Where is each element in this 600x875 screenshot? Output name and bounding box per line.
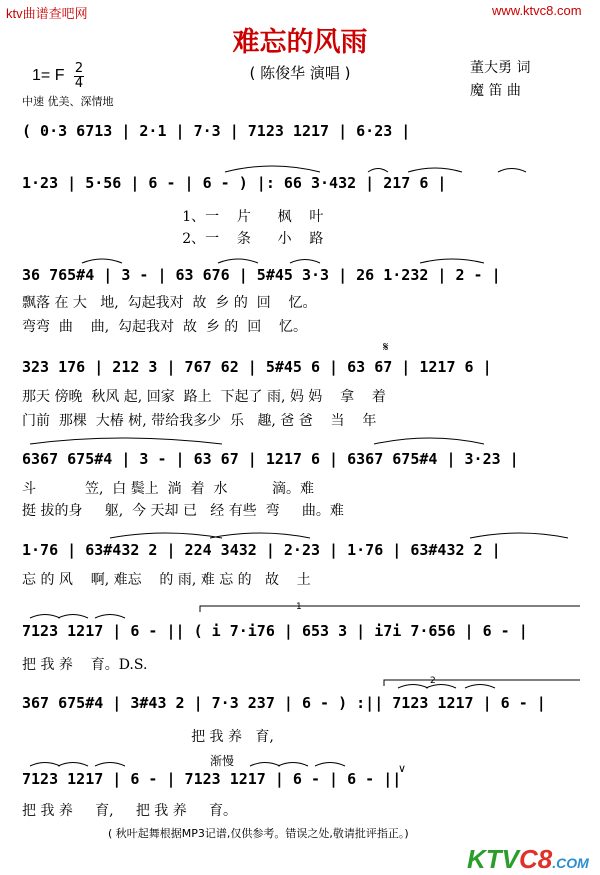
notation-line: 367 675#4 | 3#43 2 | 7·3 237 | 6 - ) :|| 7123 1217 | 6 - |	[22, 694, 546, 712]
slur-arc	[426, 685, 456, 689]
breath-mark: ∨	[398, 762, 407, 775]
site-url[interactable]: www.ktvc8.com	[492, 3, 582, 18]
slur-arc	[374, 438, 484, 444]
lyricist-credit: 董大勇 词	[470, 60, 531, 76]
slur-arc	[278, 763, 308, 767]
slur-arc	[470, 533, 568, 538]
brand-ktv: KTV	[467, 844, 519, 874]
slur-arc	[218, 259, 258, 263]
notation-line: 323 176 | 212 3 | 767 62 | 5#45 6 | 63 67 | 1217 6 |	[22, 358, 492, 376]
tempo-marking: 中速 优美、深情地	[22, 95, 114, 108]
slur-arc	[420, 259, 484, 263]
key-signature: 1= F	[32, 67, 65, 84]
lyric-line: 忘 的 风 啊, 难忘 的 雨, 难 忘 的 故 土	[22, 572, 311, 588]
time-sig-bottom: 4	[74, 76, 84, 91]
lyric-line: 把 我 养 育, 把 我 养 育。	[22, 803, 238, 819]
lyric-verse-1: 那天 傍晚 秋风 起, 回家 路上 下起了 雨, 妈 妈 拿 着	[22, 389, 386, 405]
slur-arc	[82, 259, 122, 263]
slur-arc	[30, 763, 60, 767]
volta-2-bracket	[384, 680, 580, 686]
volta-2-number: 2	[430, 676, 436, 686]
lyric-verse-2: 2、一 条 小 路	[22, 231, 324, 247]
composer-credit: 魔 笛 曲	[470, 83, 521, 99]
slur-arc	[498, 169, 526, 173]
lyric-verse-1: 斗 笠, 白 鬓上 淌 着 水 滴。难	[22, 481, 314, 497]
slur-arc	[95, 763, 125, 767]
performer: ( 陈俊华 演唱 )	[249, 64, 351, 82]
lyric-verse-2: 弯弯 曲 曲, 勾起我对 故 乡 的 回 忆。	[22, 319, 308, 335]
slur-arc	[465, 685, 495, 689]
slur-arc	[58, 763, 88, 767]
slur-arc	[250, 763, 280, 767]
slur-arc	[210, 533, 310, 538]
slur-arc	[315, 763, 345, 767]
lyric-verse-2: 挺 拔的身 躯, 今 天却 已 经 有些 弯 曲。难	[22, 503, 344, 519]
lyric-verse-1: 1、一 片 枫 叶	[22, 209, 324, 225]
lyric-line: 把 我 养 育,	[22, 729, 274, 745]
site-label: ktv曲谱查吧网	[6, 6, 88, 21]
slur-arc	[30, 438, 222, 444]
segno-mark: 𝄋	[383, 340, 389, 355]
volta-1-number: 1	[296, 602, 302, 612]
lyric-line: 把 我 养 育。D.S.	[22, 657, 148, 673]
notation-line: 7123 1217 | 6 - || ( i 7·i76 | 653 3 | i7i 7·656 | 6 - |	[22, 622, 528, 640]
lyric-verse-1: 飘落 在 大 地, 勾起我对 故 乡 的 回 忆。	[22, 295, 317, 311]
notation-line: 1·23 | 5·56 | 6 - | 6 - ) |: 66 3·432 | 217 6 |	[22, 174, 447, 192]
slur-arc	[398, 685, 428, 689]
notation-line: 36 765#4 | 3 - | 63 676 | 5#45 3·3 | 26 1·232 | 2 - |	[22, 266, 501, 284]
brand-com: .COM	[552, 855, 589, 871]
notation-line: ( 0·3 6713 | 2·1 | 7·3 | 7123 1217 | 6·23 |	[22, 122, 411, 140]
tie-arc	[225, 166, 320, 172]
volta-1-bracket	[200, 606, 580, 612]
slur-arc	[30, 615, 60, 619]
slur-arc	[290, 260, 320, 264]
time-sig-top: 2	[74, 61, 84, 76]
notation-line: 6367 675#4 | 3 - | 63 67 | 1217 6 | 6367 675#4 | 3·23 |	[22, 450, 519, 468]
song-title: 难忘的风雨	[232, 27, 368, 58]
slur-arc	[368, 169, 388, 173]
brand-logo	[467, 844, 589, 875]
notation-line: 7123 1217 | 6 - | 7123 1217 | 6 - | 6 - ||	[22, 770, 402, 788]
lyric-verse-2: 门前 那棵 大椿 树, 带给我多少 乐 趣, 爸 爸 当 年	[22, 413, 377, 429]
slur-arc	[408, 168, 462, 172]
transcriber-note: ( 秋叶起舞根据MP3记谱,仅供参考。错误之处,敬请批评指正。)	[108, 827, 409, 840]
slur-arc	[110, 533, 222, 538]
brand-c8: C8	[519, 844, 553, 874]
notation-line: 1·76 | 63#432 2 | 224 3432 | 2·23 | 1·76 | 63#432 2 |	[22, 541, 501, 559]
slur-arc	[58, 615, 88, 619]
ritardando-mark: 渐慢	[210, 754, 235, 768]
slur-arc	[95, 615, 125, 619]
